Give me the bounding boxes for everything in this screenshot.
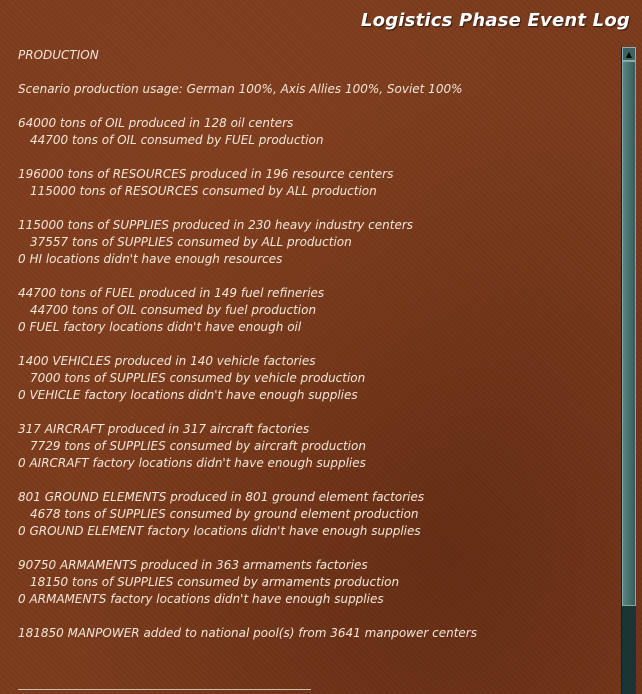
log-line: PRODUCTION — [18, 48, 99, 62]
log-blank-line — [18, 98, 613, 115]
log-blank-line — [18, 268, 613, 285]
log-blank-line — [18, 64, 613, 81]
log-line: 0 VEHICLE factory locations didn't have enough supplies — [18, 388, 358, 402]
window-title: Logistics Phase Event Log — [360, 10, 630, 31]
log-line: 44700 tons of OIL consumed by fuel production — [30, 303, 317, 317]
scroll-track[interactable] — [622, 606, 636, 694]
scroll-up-button[interactable] — [622, 47, 636, 61]
log-line: 115000 tons of RESOURCES consumed by ALL production — [30, 184, 377, 198]
log-line: 64000 tons of OIL produced in 128 oil centers — [18, 116, 294, 130]
log-blank-line — [18, 608, 613, 625]
log-blank-line — [18, 404, 613, 421]
log-line: Scenario production usage: German 100%, Axis Allies 100%, Soviet 100% — [18, 82, 463, 96]
log-line: 196000 tons of RESOURCES produced in 196 resource centers — [18, 167, 394, 181]
log-blank-line — [18, 472, 613, 489]
log-line: 0 AIRCRAFT factory locations didn't have enough supplies — [18, 456, 366, 470]
log-line: 90750 ARMAMENTS produced in 363 armaments factories — [18, 558, 368, 572]
log-line: 801 GROUND ELEMENTS produced in 801 ground element factories — [18, 490, 425, 504]
log-line: 181850 MANPOWER added to national pool(s) from 3641 manpower centers — [18, 626, 477, 640]
log-line: 7000 tons of SUPPLIES consumed by vehicle production — [30, 371, 366, 385]
scroll-thumb[interactable] — [622, 61, 636, 606]
triangle-up-icon: ▲ — [625, 49, 633, 59]
log-line: 0 ARMAMENTS factory locations didn't have enough supplies — [18, 592, 384, 606]
log-line: 317 AIRCRAFT produced in 317 aircraft factories — [18, 422, 310, 436]
log-line: 44700 tons of OIL consumed by FUEL production — [30, 133, 324, 147]
log-blank-line — [18, 336, 613, 353]
log-line: 0 GROUND ELEMENT factory locations didn't have enough supplies — [18, 524, 421, 538]
log-line: 1400 VEHICLES produced in 140 vehicle factories — [18, 354, 316, 368]
log-line: 18150 tons of SUPPLIES consumed by armaments production — [30, 575, 400, 589]
log-line: 0 HI locations didn't have enough resources — [18, 252, 283, 266]
log-line: 115000 tons of SUPPLIES produced in 230 heavy industry centers — [18, 218, 414, 232]
divider — [18, 689, 311, 690]
log-line: 4678 tons of SUPPLIES consumed by ground element production — [30, 507, 419, 521]
vertical-scrollbar[interactable] — [621, 47, 636, 694]
event-log — [18, 47, 613, 642]
log-line: 37557 tons of SUPPLIES consumed by ALL production — [30, 235, 352, 249]
log-blank-line — [18, 200, 613, 217]
log-blank-line — [18, 149, 613, 166]
log-line: 7729 tons of SUPPLIES consumed by aircraft production — [30, 439, 366, 453]
log-blank-line — [18, 540, 613, 557]
log-line: 0 FUEL factory locations didn't have enough oil — [18, 320, 302, 334]
log-line: 44700 tons of FUEL produced in 149 fuel refineries — [18, 286, 325, 300]
